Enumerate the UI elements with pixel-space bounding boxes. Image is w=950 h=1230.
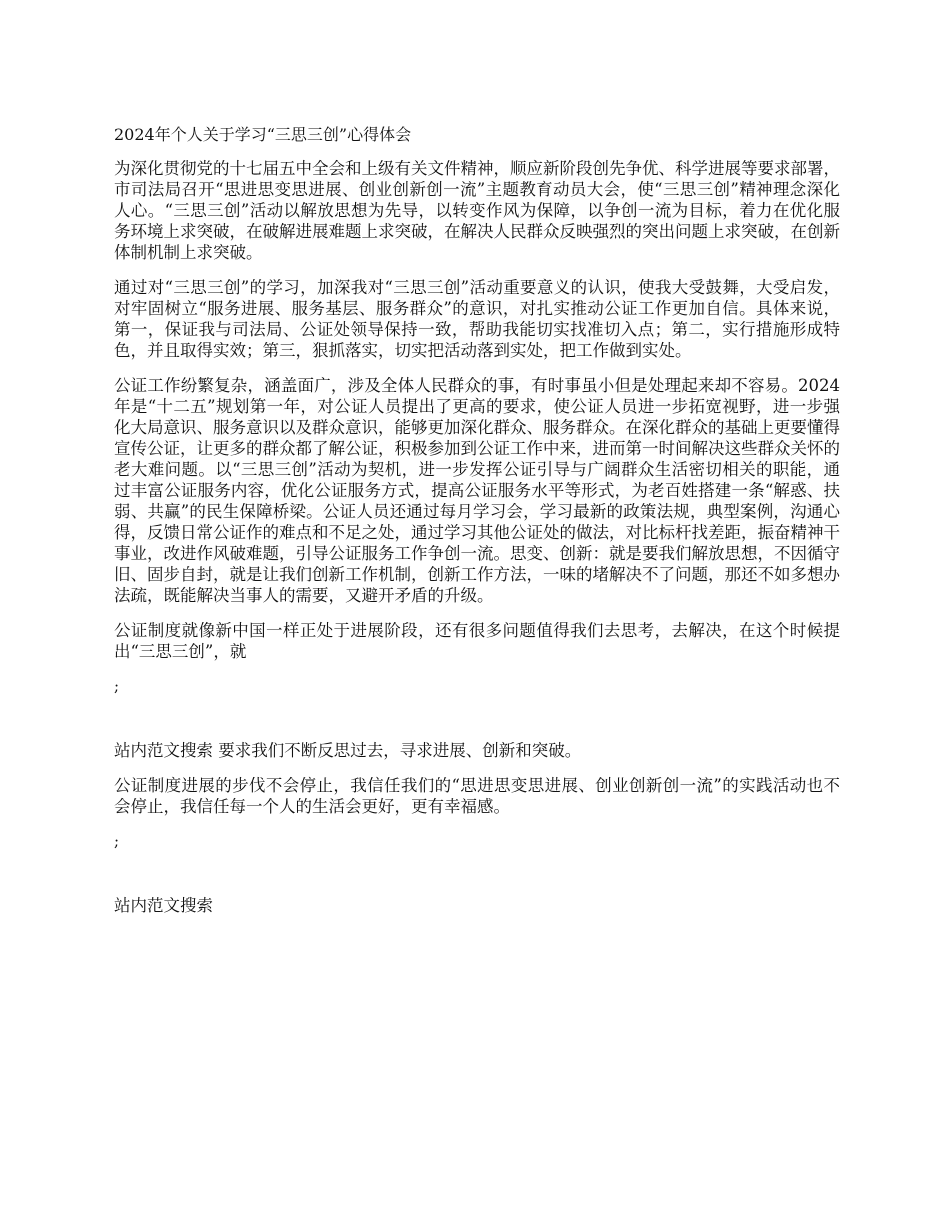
document-title: 2024年个人关于学习“三思三创”心得体会: [114, 125, 412, 144]
continuation-text: 要求我们不断反思过去，寻求进展、创新和突破。: [213, 741, 582, 760]
spacer: [114, 696, 840, 740]
paragraph-2: 通过对“三思三创”的学习，加深我对“三思三创”活动重要意义的认识，使我大受鼓舞，大受启发，对牢固树立“服务进展、服务基层、服务群众”的意识，对扎实推动公证工作更加自信。具体来说，第一，保证我与司法局、公证处领导保持一致，帮助我能切实找准切入点；第二，实行措施形成特色，并且取得实效；第三，狠抓落实，切实把活动落到实处，把工作做到实处。: [114, 278, 840, 360]
search-continuation-line: [114, 740, 840, 761]
paragraph-3: 公证工作纷繁复杂，涵盖面广，涉及全体人民群众的事，有时事虽小但是处理起来却不容易。2024年是“十二五”规划第一年，对公证人员提出了更高的要求，使公证人员进一步拓宽视野，进一步强化大局意识、服务意识以及群众意识，能够更加深化群众、服务群众。在深化群众的基础上更要懂得宣传公证，让更多的群众都了解公证，积极参加到公证工作中来，进而第一时间解决这些群众关怀的老大难问题。以“三思三创”活动为契机，进一步发挥公证引导与广阔群众生活密切相关的职能，通过丰富公证服务内容，优化公证服务方式，提高公证服务水平等形式，为老百姓搭建一条“解惑、扶弱、共赢”的民生保障桥梁。公证人员还通过每月学习会，学习最新的政策法规，典型案例，沟通心得，反馈日常公证作的难点和不足之处，通过学习其他公证处的做法，对比标杆找差距，振奋精神干事业，改进作风破难题，引导公证服务工作争创一流。思变、创新：就是要我们解放思想，不因循守旧、固步自封，就是让我们创新工作机制，创新工作方法，一味的堵解决不了问题，那还不如多想办法疏，既能解决当事人的需要，又避开矛盾的升级。: [114, 376, 840, 605]
site-search-link[interactable]: 站内范文搜索: [114, 896, 213, 915]
semicolon-separator: ;: [114, 832, 120, 850]
paragraph-5: 公证制度进展的步伐不会停止，我信任我们的“思进思变思进展、创业创新创一流”的实践活动也不会停止，我信任每一个人的生活会更好，更有幸福感。: [114, 776, 840, 816]
site-search-link[interactable]: 站内范文搜索: [114, 741, 213, 760]
paragraph-1: 为深化贯彻党的十七届五中全会和上级有关文件精神，顺应新阶段创先争优、科学进展等要求部署，市司法局召开“思进思变思进展、创业创新创一流”主题教育动员大会，使“三思三创”精神理念深化人心。“三思三创”活动以解放思想为先导，以转变作风为保障，以争创一流为目标，着力在优化服务环境上求突破，在破解进展难题上求突破，在解决人民群众反映强烈的突出问题上求突破，在创新体制机制上求突破。: [114, 159, 840, 262]
spacer: [114, 851, 840, 895]
document-page: [114, 122, 840, 930]
search-line-bottom: [114, 895, 840, 916]
semicolon-separator: ;: [114, 677, 120, 695]
paragraph-4: 公证制度就像新中国一样正处于进展阶段，还有很多问题值得我们去思考，去解决，在这个时候提出“三思三创”，就: [114, 621, 840, 661]
